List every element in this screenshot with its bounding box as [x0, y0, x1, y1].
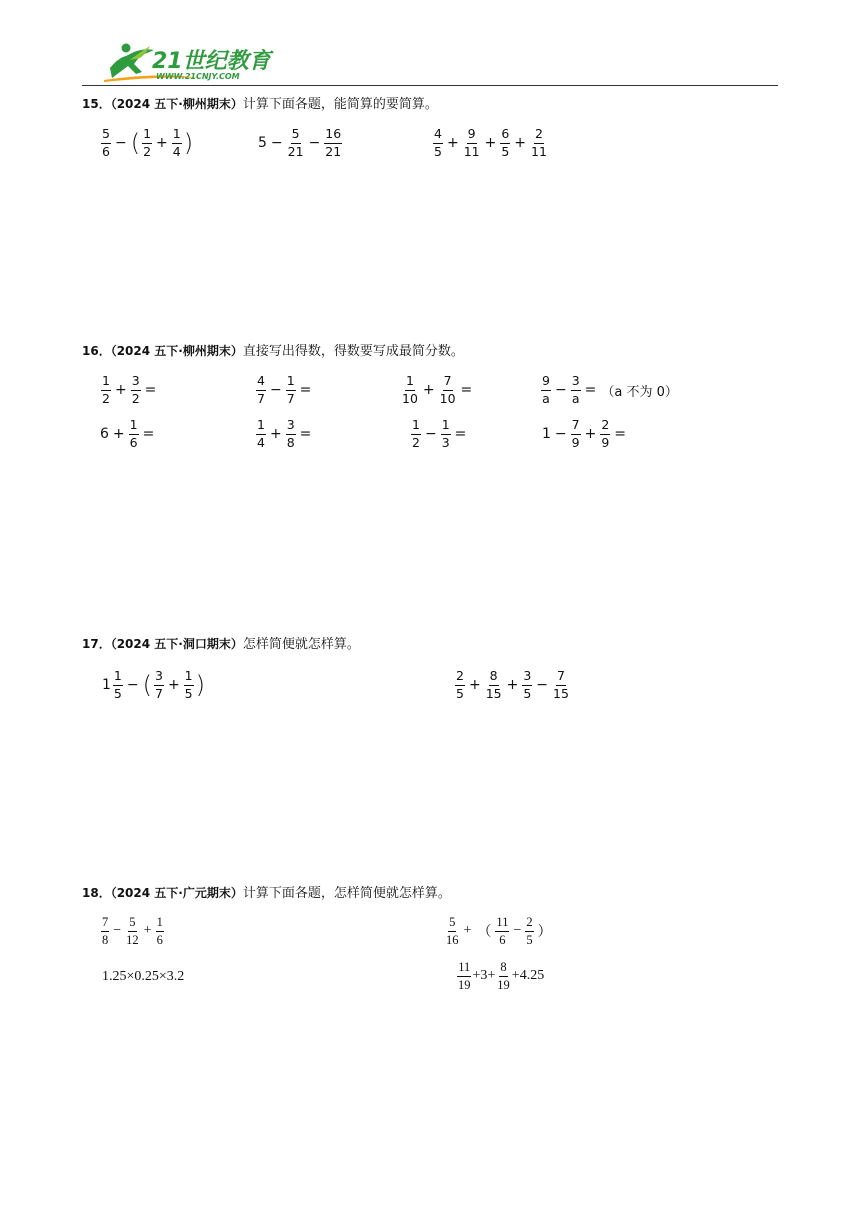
q17-expression-1: 1 $\frac{1}{5}$ − ( $\frac{3}{7}$ + $\frac{1}{5}$ ) — [102, 668, 205, 701]
q16-expression-6: $\frac{1}{4}$ + $\frac{3}{8}$ = — [257, 417, 312, 450]
question-source: （2024 五下·洞口期末） — [110, 637, 243, 651]
question-instruction: 直接写出得数，得数要写成最简分数。 — [242, 344, 464, 359]
question-17-title — [82, 636, 360, 653]
fraction: $\frac{2}{9}$ — [601, 417, 610, 450]
fraction: $\frac{9}{11}$ — [463, 126, 480, 159]
q16-expression-7: $\frac{1}{2}$ − $\frac{1}{3}$ = — [412, 417, 467, 450]
fraction: $\frac{5}{12}$ — [126, 915, 139, 947]
fraction: $\frac{11}{19}$ — [458, 960, 471, 992]
fraction: $\frac{7}{10}$ — [439, 373, 456, 406]
question-18-title — [82, 885, 451, 902]
q18-expression-3: 1.25×0.25×3.2 — [102, 969, 185, 984]
fraction: $\frac{5}{21}$ — [287, 126, 304, 159]
fraction: $\frac{3}{5}$ — [523, 668, 532, 701]
fraction: $\frac{7}{9}$ — [571, 417, 580, 450]
fraction: $\frac{7}{8}$ — [102, 915, 109, 947]
q15-expression-3: $\frac{4}{5}$ + $\frac{9}{11}$ + $\frac{6}{5}$ + $\frac{2}{11}$ — [434, 126, 547, 159]
header-divider — [82, 85, 778, 86]
q16-expression-3: $\frac{1}{10}$ + $\frac{7}{10}$ = — [402, 373, 473, 406]
condition-note: （a 不为 0） — [601, 384, 678, 400]
fraction: $\frac{5}{6}$ — [102, 126, 110, 159]
fraction: $\frac{2}{5}$ — [456, 668, 464, 701]
fraction: $\frac{1}{3}$ — [441, 417, 450, 450]
logo — [100, 38, 290, 84]
fraction: $\frac{3}{8}$ — [286, 417, 295, 450]
q16-expression-1: $\frac{1}{2}$ + $\frac{3}{2}$ = — [102, 373, 157, 406]
logo-url-text: WWW.21CNJY.COM — [156, 72, 240, 81]
question-number: 18． — [82, 886, 111, 900]
logo-text: 21世纪教育 — [152, 49, 271, 74]
fraction: $\frac{3}{7}$ — [154, 668, 163, 701]
fraction: $\frac{2}{11}$ — [531, 126, 547, 159]
fraction: $\frac{8}{15}$ — [485, 668, 502, 701]
question-15-title — [82, 96, 438, 113]
fraction: $\frac{1}{5}$ — [113, 668, 122, 701]
q16-expression-4: $\frac{9}{a}$ − $\frac{3}{a}$ = （a 不为 0） — [542, 373, 678, 406]
fraction: $\frac{1}{4}$ — [257, 417, 265, 450]
question-number: 16． — [82, 344, 111, 358]
fraction: $\frac{9}{a}$ — [542, 373, 550, 406]
fraction: $\frac{4}{7}$ — [257, 373, 265, 406]
fraction: $\frac{16}{21}$ — [325, 126, 342, 159]
question-source: （2024 五下·柳州期末） — [110, 344, 243, 358]
fraction: $\frac{11}{6}$ — [496, 915, 509, 947]
fraction: $\frac{1}{6}$ — [129, 417, 138, 450]
question-source: （2024 五下·柳州期末） — [110, 97, 243, 111]
fraction: $\frac{1}{2}$ — [102, 373, 110, 406]
question-source: （2024 五下·广元期末） — [110, 886, 243, 900]
fraction: $\frac{8}{19}$ — [497, 960, 510, 992]
q18-expression-1: $\frac{7}{8}$ − $\frac{5}{12}$ + $\frac{1}{6}$ — [102, 915, 163, 947]
mixed-number-whole: 1 — [102, 677, 111, 693]
q16-expression-2: $\frac{4}{7}$ − $\frac{1}{7}$ = — [257, 373, 312, 406]
fraction: $\frac{1}{6}$ — [156, 915, 163, 947]
question-instruction: 计算下面各题，怎样简便就怎样算。 — [242, 886, 451, 901]
question-instruction: 怎样简便就怎样算。 — [242, 637, 360, 652]
fraction: $\frac{2}{5}$ — [526, 915, 533, 947]
question-number: 15． — [82, 97, 111, 111]
q15-expression-1: $\frac{5}{6}$ − ( $\frac{1}{2}$ + $\frac{1}{4}$ ) — [102, 126, 194, 159]
q18-expression-4: $\frac{11}{19}$ +3+ $\frac{8}{19}$ +4.25 — [458, 960, 545, 992]
q16-expression-5: 6 + $\frac{1}{6}$ = — [100, 417, 155, 450]
fraction: $\frac{1}{4}$ — [172, 126, 181, 159]
question-instruction: 计算下面各题，能简算的要简算。 — [242, 97, 438, 112]
fraction: $\frac{1}{2}$ — [412, 417, 420, 450]
fraction: $\frac{7}{15}$ — [553, 668, 569, 701]
question-16-title — [82, 343, 464, 360]
fraction: $\frac{1}{2}$ — [143, 126, 152, 159]
fraction: $\frac{3}{a}$ — [571, 373, 580, 406]
fraction: $\frac{4}{5}$ — [434, 126, 442, 159]
q15-expression-2: 5 − $\frac{5}{21}$ − $\frac{16}{21}$ — [258, 126, 342, 159]
fraction: $\frac{1}{7}$ — [286, 373, 295, 406]
fraction: $\frac{5}{16}$ — [446, 915, 459, 947]
fraction: $\frac{6}{5}$ — [501, 126, 510, 159]
question-number: 17． — [82, 637, 111, 651]
fraction: $\frac{3}{2}$ — [131, 373, 140, 406]
q17-expression-2: $\frac{2}{5}$ + $\frac{8}{15}$ + $\frac{3}{5}$ − $\frac{7}{15}$ — [456, 668, 569, 701]
fraction: $\frac{1}{10}$ — [402, 373, 418, 406]
q18-expression-2: $\frac{5}{16}$ + （ $\frac{11}{6}$ − $\frac{2}{5}$ ） — [446, 915, 552, 947]
fraction: $\frac{1}{5}$ — [184, 668, 193, 701]
q16-expression-8: 1 − $\frac{7}{9}$ + $\frac{2}{9}$ = — [542, 417, 627, 450]
